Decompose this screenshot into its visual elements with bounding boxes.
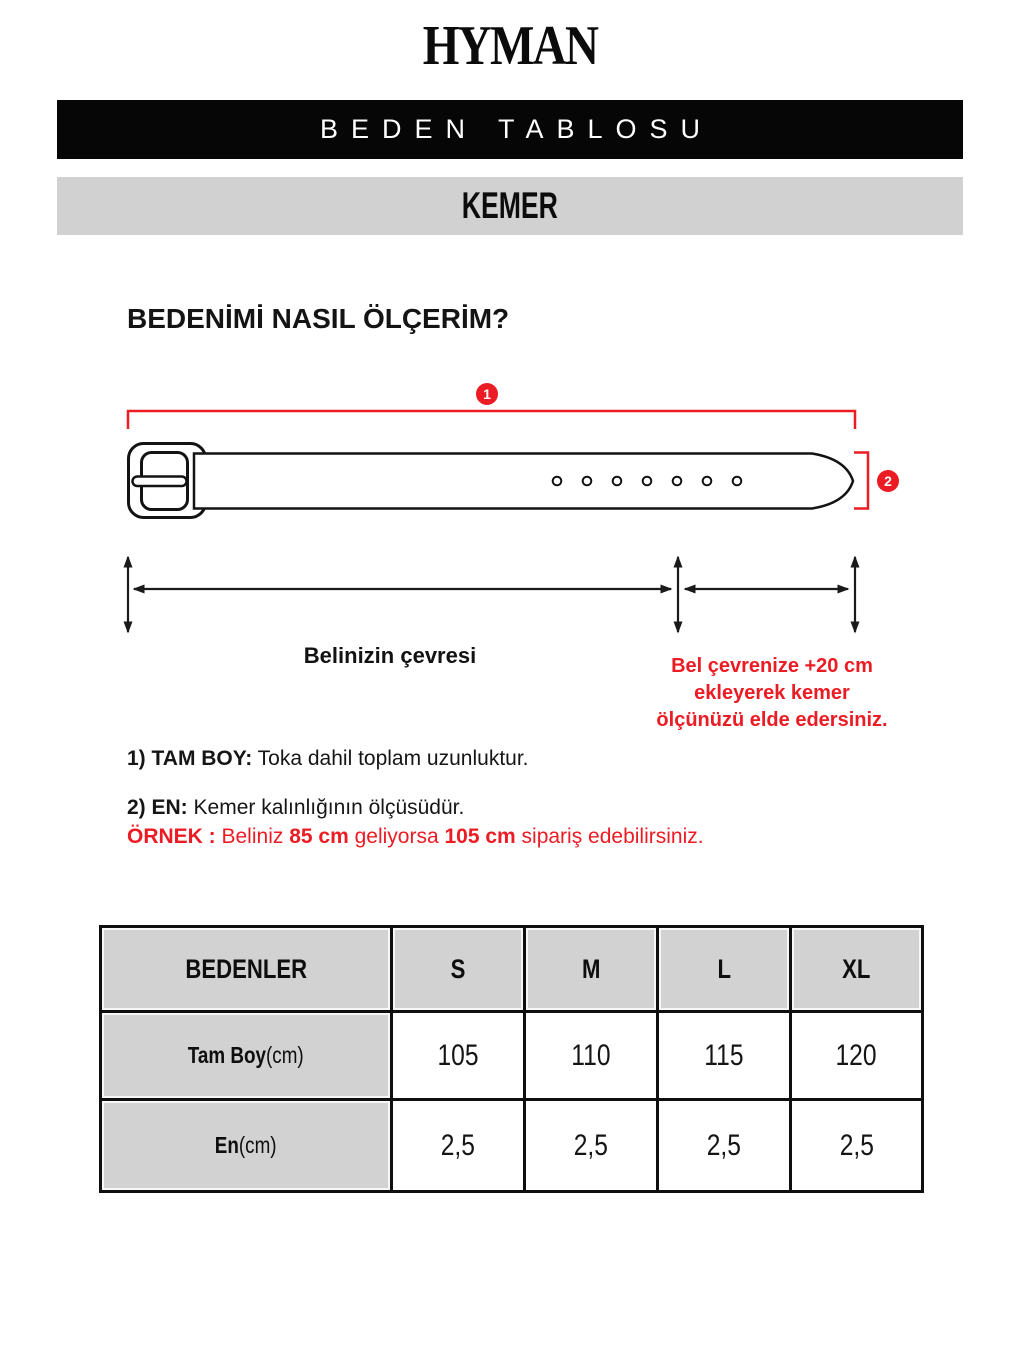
note-width-label: 2) EN: [127, 796, 188, 819]
table-cell: 2,5 [658, 1100, 791, 1192]
note-full-length [127, 747, 529, 771]
table-cell: 2,5 [791, 1100, 923, 1192]
belt-size-note-line: ölçünüzü elde edersiniz. [656, 709, 888, 731]
note-full-length-text: Toka dahil toplam uzunluktur. [252, 747, 529, 770]
note-width [127, 796, 464, 820]
example-order-value: 105 cm [444, 825, 516, 848]
example-label: ÖRNEK : [127, 825, 222, 848]
table-header-cell: L [658, 927, 791, 1012]
example-text: sipariş edebilirsiniz. [515, 825, 704, 848]
example-waist-value: 85 cm [289, 825, 349, 848]
belt-size-note-line: Bel çevrenize +20 cm [671, 655, 873, 677]
measure-arrows [128, 557, 855, 632]
table-cell: 2,5 [525, 1100, 658, 1192]
product-name: KEMER [461, 185, 559, 226]
belt-strap [194, 454, 853, 509]
table-cell: 115 [658, 1012, 791, 1100]
example-text: geliyorsa [348, 825, 445, 848]
sheet-title: BEDEN TABLOSU [319, 114, 714, 144]
table-cell: 2,5 [392, 1100, 525, 1192]
waist-circumference-label: Belinizin çevresi [303, 643, 477, 668]
measure-marker-2: 2 [877, 470, 899, 492]
size-table [99, 925, 924, 1193]
table-header-cell: S [392, 927, 525, 1012]
table-cell: 110 [525, 1012, 658, 1100]
note-full-length-label: 1) TAM BOY: [127, 747, 253, 770]
example-text: Beliniz [221, 825, 290, 848]
table-header-cell: M [525, 927, 658, 1012]
note-example [127, 825, 704, 849]
table-cell: 120 [791, 1012, 923, 1100]
table-header-cell: XL [791, 927, 923, 1012]
measure-marker-1: 1 [476, 383, 498, 405]
row-label-cell: Tam Boy(cm) [101, 1012, 392, 1100]
belt-size-note [642, 653, 902, 734]
belt-size-note-line: ekleyerek kemer [694, 682, 850, 704]
row-label-cell: En(cm) [101, 1100, 392, 1192]
width-bracket [854, 453, 868, 509]
length-bracket [128, 411, 855, 429]
brand-logo: HYMAN [422, 15, 598, 77]
table-cell: 105 [392, 1012, 525, 1100]
buckle-prong [133, 477, 187, 487]
section-heading: BEDENİMİ NASIL ÖLÇERİM? [127, 303, 510, 334]
table-row-width [101, 1100, 923, 1192]
size-table-header-row [101, 927, 923, 1012]
table-row-full-length [101, 1012, 923, 1100]
table-header-cell: BEDENLER [101, 927, 392, 1012]
note-width-text: Kemer kalınlığının ölçüsüdür. [187, 796, 465, 819]
